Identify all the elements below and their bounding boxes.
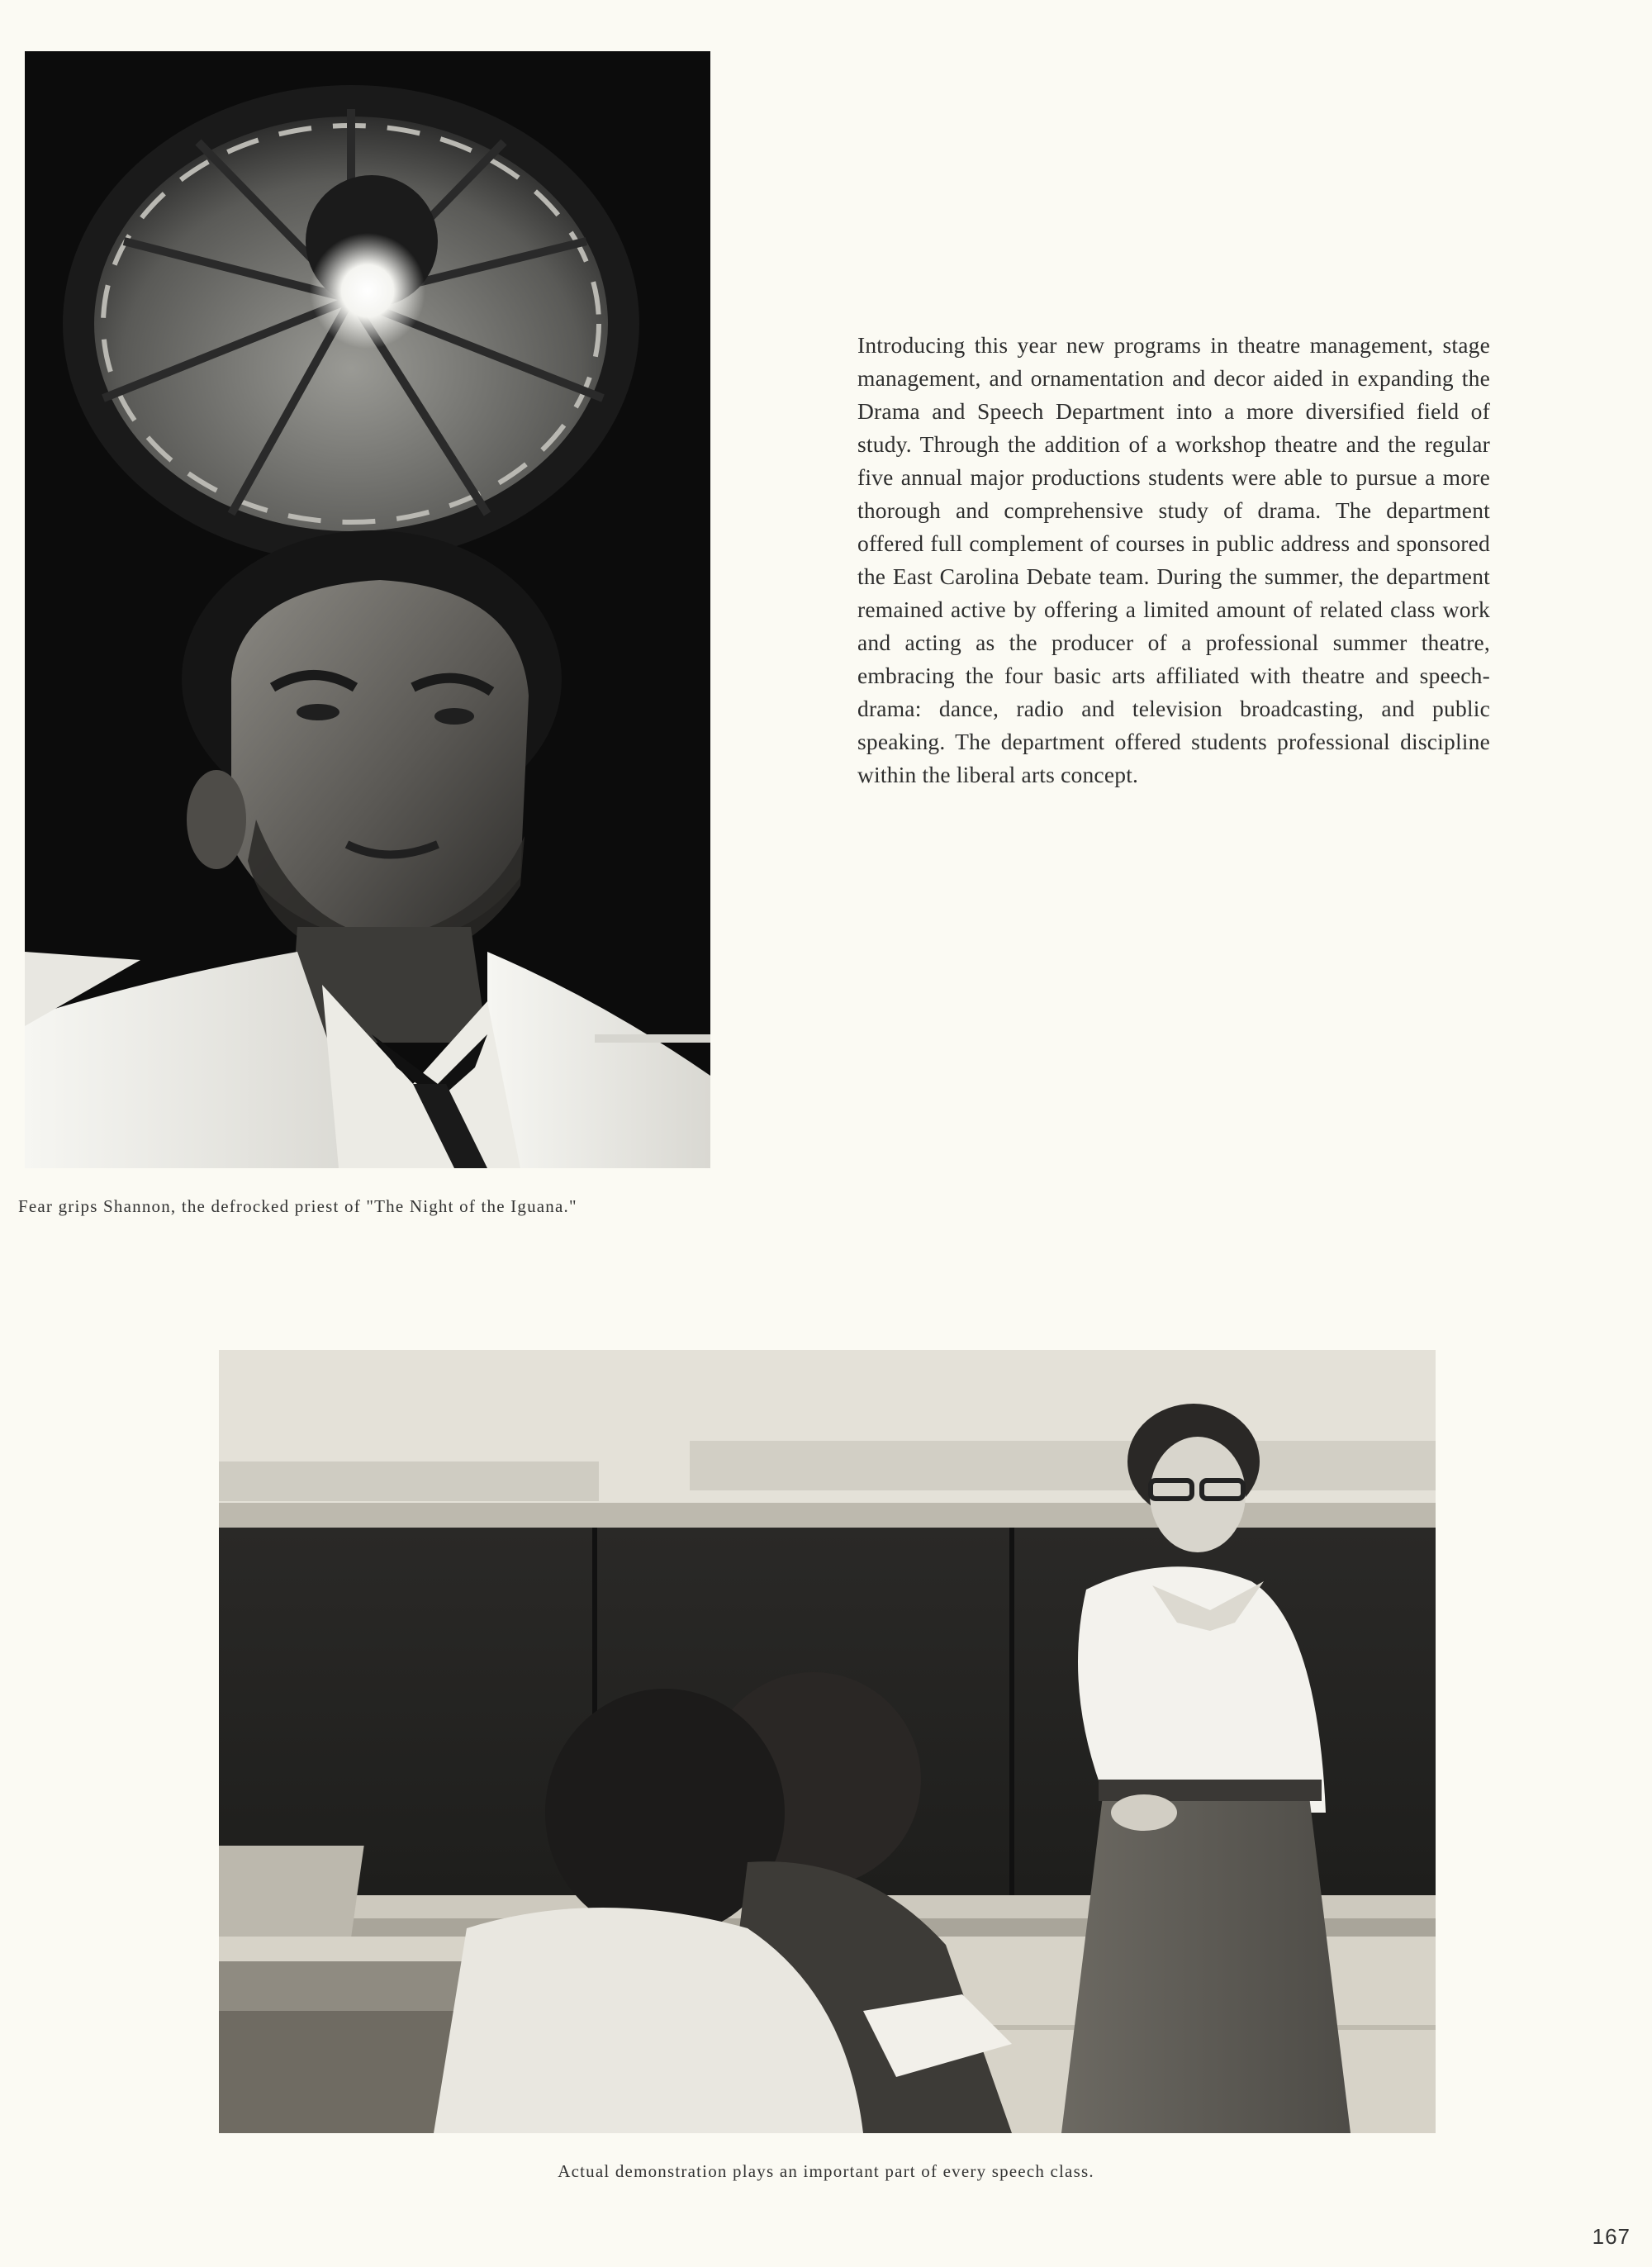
page-number: 167 [1592,2224,1631,2249]
caption-shannon: Fear grips Shannon, the defrocked priest of "The Night of the Iguana." [18,1196,577,1216]
photo-shannon [25,51,710,1168]
article-body: Introducing this year new programs in theatre management, stage management, and ornamentation and decor aided in expanding the Drama and Speech Department into a more diversified field of study. Through the addition of a workshop theatre and the regular five annual major productions students were able to pursue a more thorough and comprehensive study of drama. The department offered full complement of courses in public address and sponsored the East Carolina Debate team. During the summer, the department remained active by offering a limited amount of related class work and acting as the producer of a professional summer theatre, embracing the four basic arts affiliated with theatre and speech-drama: dance, radio and television broadcasting, and public speaking. The department offered students professional discipline within the liberal arts concept. [857,332,1490,787]
photo-classroom-image [219,1350,1436,2133]
caption-classroom: Actual demonstration plays an important part of every speech class. [558,2161,1094,2181]
photo-shannon-image [25,51,710,1168]
photo-classroom [219,1350,1436,2133]
